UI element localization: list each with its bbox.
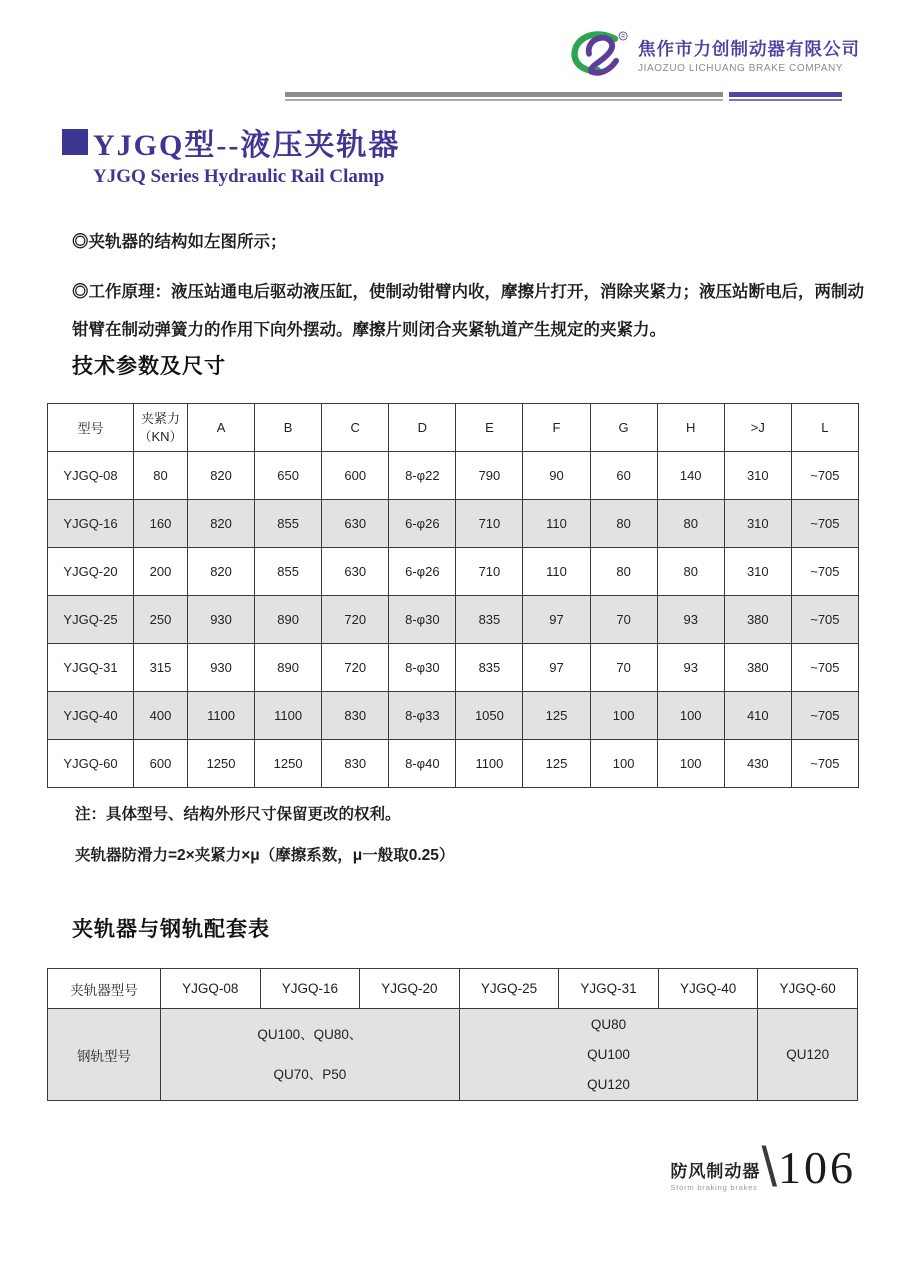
spec-table-body: [48, 452, 859, 788]
table-cell: 8-φ30: [389, 644, 456, 692]
match-table-data-row: [48, 1009, 858, 1101]
col-header-yjgq31: YJGQ-31: [559, 969, 659, 1009]
spec-table: [47, 403, 859, 788]
table-cell: ~705: [791, 740, 858, 788]
col-header-J: >J: [724, 404, 791, 452]
table-cell: 310: [724, 500, 791, 548]
footer-category-cn: 防风制动器: [670, 1162, 761, 1181]
table-cell: 6-φ26: [389, 500, 456, 548]
company-name-en: JIAOZUO LICHUANG BRAKE COMPANY: [638, 63, 844, 74]
footer-separator: \: [761, 1135, 777, 1198]
col-header-F: F: [523, 404, 590, 452]
col-header-yjgq20: YJGQ-20: [360, 969, 460, 1009]
table-cell: 100: [590, 740, 657, 788]
table-cell: 600: [134, 740, 188, 788]
table-cell: 650: [255, 452, 322, 500]
col-header-clamping-force: 夹紧力 （KN）: [134, 404, 188, 452]
company-logo-icon: [570, 24, 630, 86]
col-header-C: C: [322, 404, 389, 452]
company-name-block: [638, 36, 860, 74]
table-cell: 630: [322, 548, 389, 596]
table-row: [48, 548, 859, 596]
col-header-L: L: [791, 404, 858, 452]
match-table-header-row: [48, 969, 858, 1009]
title-bullet: [62, 129, 88, 155]
col-header-D: D: [389, 404, 456, 452]
table-cell: 400: [134, 692, 188, 740]
table-cell: ~705: [791, 548, 858, 596]
table-cell: 380: [724, 644, 791, 692]
table-cell: 930: [188, 644, 255, 692]
spec-section-heading: 技术参数及尺寸: [72, 355, 226, 378]
table-cell: ~705: [791, 596, 858, 644]
table-cell: 70: [590, 644, 657, 692]
header-logo-block: [570, 24, 860, 86]
table-cell: 80: [590, 500, 657, 548]
table-cell: YJGQ-20: [48, 548, 134, 596]
table-cell: 1100: [255, 692, 322, 740]
table-cell: ~705: [791, 500, 858, 548]
table-cell: 1250: [188, 740, 255, 788]
footer-category-label: [670, 1157, 760, 1192]
col-header-E: E: [456, 404, 523, 452]
notes-block: [75, 802, 454, 865]
table-cell: 80: [657, 500, 724, 548]
table-cell: 8-φ30: [389, 596, 456, 644]
registered-mark-icon: R: [621, 33, 625, 40]
table-cell: 410: [724, 692, 791, 740]
page-number: 106: [778, 1142, 856, 1193]
table-cell: ~705: [791, 644, 858, 692]
table-cell: 90: [523, 452, 590, 500]
table-cell: ~705: [791, 452, 858, 500]
table-row: [48, 740, 859, 788]
table-cell: 630: [322, 500, 389, 548]
spec-table-header-row: [48, 404, 859, 452]
table-cell: 820: [188, 548, 255, 596]
table-cell: 310: [724, 452, 791, 500]
col-header-A: A: [188, 404, 255, 452]
table-cell: 100: [657, 692, 724, 740]
table-cell: 140: [657, 452, 724, 500]
table-cell: YJGQ-60: [48, 740, 134, 788]
header-divider: [285, 92, 842, 101]
table-cell: 6-φ26: [389, 548, 456, 596]
rail-model-label: 钢轨型号: [48, 1009, 161, 1101]
table-cell: 835: [456, 644, 523, 692]
rail-group-large: QU120: [758, 1009, 858, 1101]
table-cell: 890: [255, 596, 322, 644]
table-cell: 200: [134, 548, 188, 596]
table-cell: 1250: [255, 740, 322, 788]
table-cell: 93: [657, 644, 724, 692]
table-cell: 80: [657, 548, 724, 596]
table-cell: 8-φ33: [389, 692, 456, 740]
table-cell: 8-φ40: [389, 740, 456, 788]
table-cell: 97: [523, 596, 590, 644]
col-header-yjgq25: YJGQ-25: [459, 969, 559, 1009]
col-header-yjgq60: YJGQ-60: [758, 969, 858, 1009]
table-cell: YJGQ-08: [48, 452, 134, 500]
rail-group-small: QU100、QU80、 QU70、P50: [161, 1009, 460, 1101]
table-cell: YJGQ-25: [48, 596, 134, 644]
intro-block: [72, 228, 867, 349]
col-header-model: 型号: [48, 404, 134, 452]
table-cell: YJGQ-16: [48, 500, 134, 548]
table-cell: 600: [322, 452, 389, 500]
table-cell: 855: [255, 500, 322, 548]
table-cell: 8-φ22: [389, 452, 456, 500]
table-cell: 125: [523, 740, 590, 788]
table-cell: 430: [724, 740, 791, 788]
divider-gray-segment: [285, 92, 723, 101]
rail-group-medium: QU80 QU100 QU120: [459, 1009, 758, 1101]
col-header-yjgq40: YJGQ-40: [658, 969, 758, 1009]
table-cell: 1050: [456, 692, 523, 740]
table-cell: 250: [134, 596, 188, 644]
table-cell: 97: [523, 644, 590, 692]
divider-purple-segment: [729, 92, 842, 101]
table-cell: 710: [456, 500, 523, 548]
page-subtitle: YJGQ Series Hydraulic Rail Clamp: [93, 166, 385, 187]
note-formula: 夹轨器防滑力=2×夹紧力×μ（摩擦系数，μ一般取0.25）: [75, 847, 455, 864]
company-name: 焦作市力创制动器有限公司: [638, 39, 860, 59]
table-cell: 110: [523, 500, 590, 548]
intro-working-principle: ◎工作原理：液压站通电后驱动液压缸，使制动钳臂内收，摩擦片打开，消除夹紧力；液压站断电后，两制动钳臂在制动弹簧力的作用下向外摆动。摩擦片则闭合夹紧轨道产生规定的夹紧力。: [72, 283, 864, 339]
title-block: [62, 120, 400, 188]
table-cell: 160: [134, 500, 188, 548]
col-header-yjgq16: YJGQ-16: [260, 969, 360, 1009]
table-cell: YJGQ-31: [48, 644, 134, 692]
note-rights: 注：具体型号、结构外形尺寸保留更改的权利。: [75, 806, 401, 823]
table-row: [48, 452, 859, 500]
table-cell: YJGQ-40: [48, 692, 134, 740]
table-cell: 720: [322, 644, 389, 692]
match-section-heading: 夹轨器与钢轨配套表: [72, 918, 270, 941]
page-title: YJGQ型--液压夹轨器: [93, 129, 401, 162]
table-cell: 70: [590, 596, 657, 644]
page-footer: [670, 1135, 856, 1198]
table-cell: 100: [590, 692, 657, 740]
table-cell: 830: [322, 692, 389, 740]
match-table: [47, 968, 858, 1101]
table-cell: 720: [322, 596, 389, 644]
table-cell: 890: [255, 644, 322, 692]
table-cell: ~705: [791, 692, 858, 740]
table-cell: 110: [523, 548, 590, 596]
table-cell: 100: [657, 740, 724, 788]
intro-structure-note: ◎夹轨器的结构如左图所示；: [72, 233, 287, 251]
table-cell: 315: [134, 644, 188, 692]
table-cell: 380: [724, 596, 791, 644]
table-cell: 820: [188, 500, 255, 548]
col-header-B: B: [255, 404, 322, 452]
table-cell: 1100: [456, 740, 523, 788]
col-header-clamp-model: 夹轨器型号: [48, 969, 161, 1009]
table-row: [48, 500, 859, 548]
table-cell: 60: [590, 452, 657, 500]
table-cell: 125: [523, 692, 590, 740]
table-cell: 820: [188, 452, 255, 500]
table-cell: 930: [188, 596, 255, 644]
col-header-yjgq08: YJGQ-08: [161, 969, 261, 1009]
table-cell: 1100: [188, 692, 255, 740]
col-header-H: H: [657, 404, 724, 452]
table-cell: 710: [456, 548, 523, 596]
footer-category-en: Storm braking brakes: [670, 1183, 758, 1192]
table-cell: 790: [456, 452, 523, 500]
table-row: [48, 692, 859, 740]
table-cell: 80: [590, 548, 657, 596]
table-row: [48, 596, 859, 644]
table-cell: 310: [724, 548, 791, 596]
table-cell: 835: [456, 596, 523, 644]
table-cell: 855: [255, 548, 322, 596]
table-cell: 830: [322, 740, 389, 788]
table-row: [48, 644, 859, 692]
col-header-G: G: [590, 404, 657, 452]
table-cell: 80: [134, 452, 188, 500]
table-cell: 93: [657, 596, 724, 644]
